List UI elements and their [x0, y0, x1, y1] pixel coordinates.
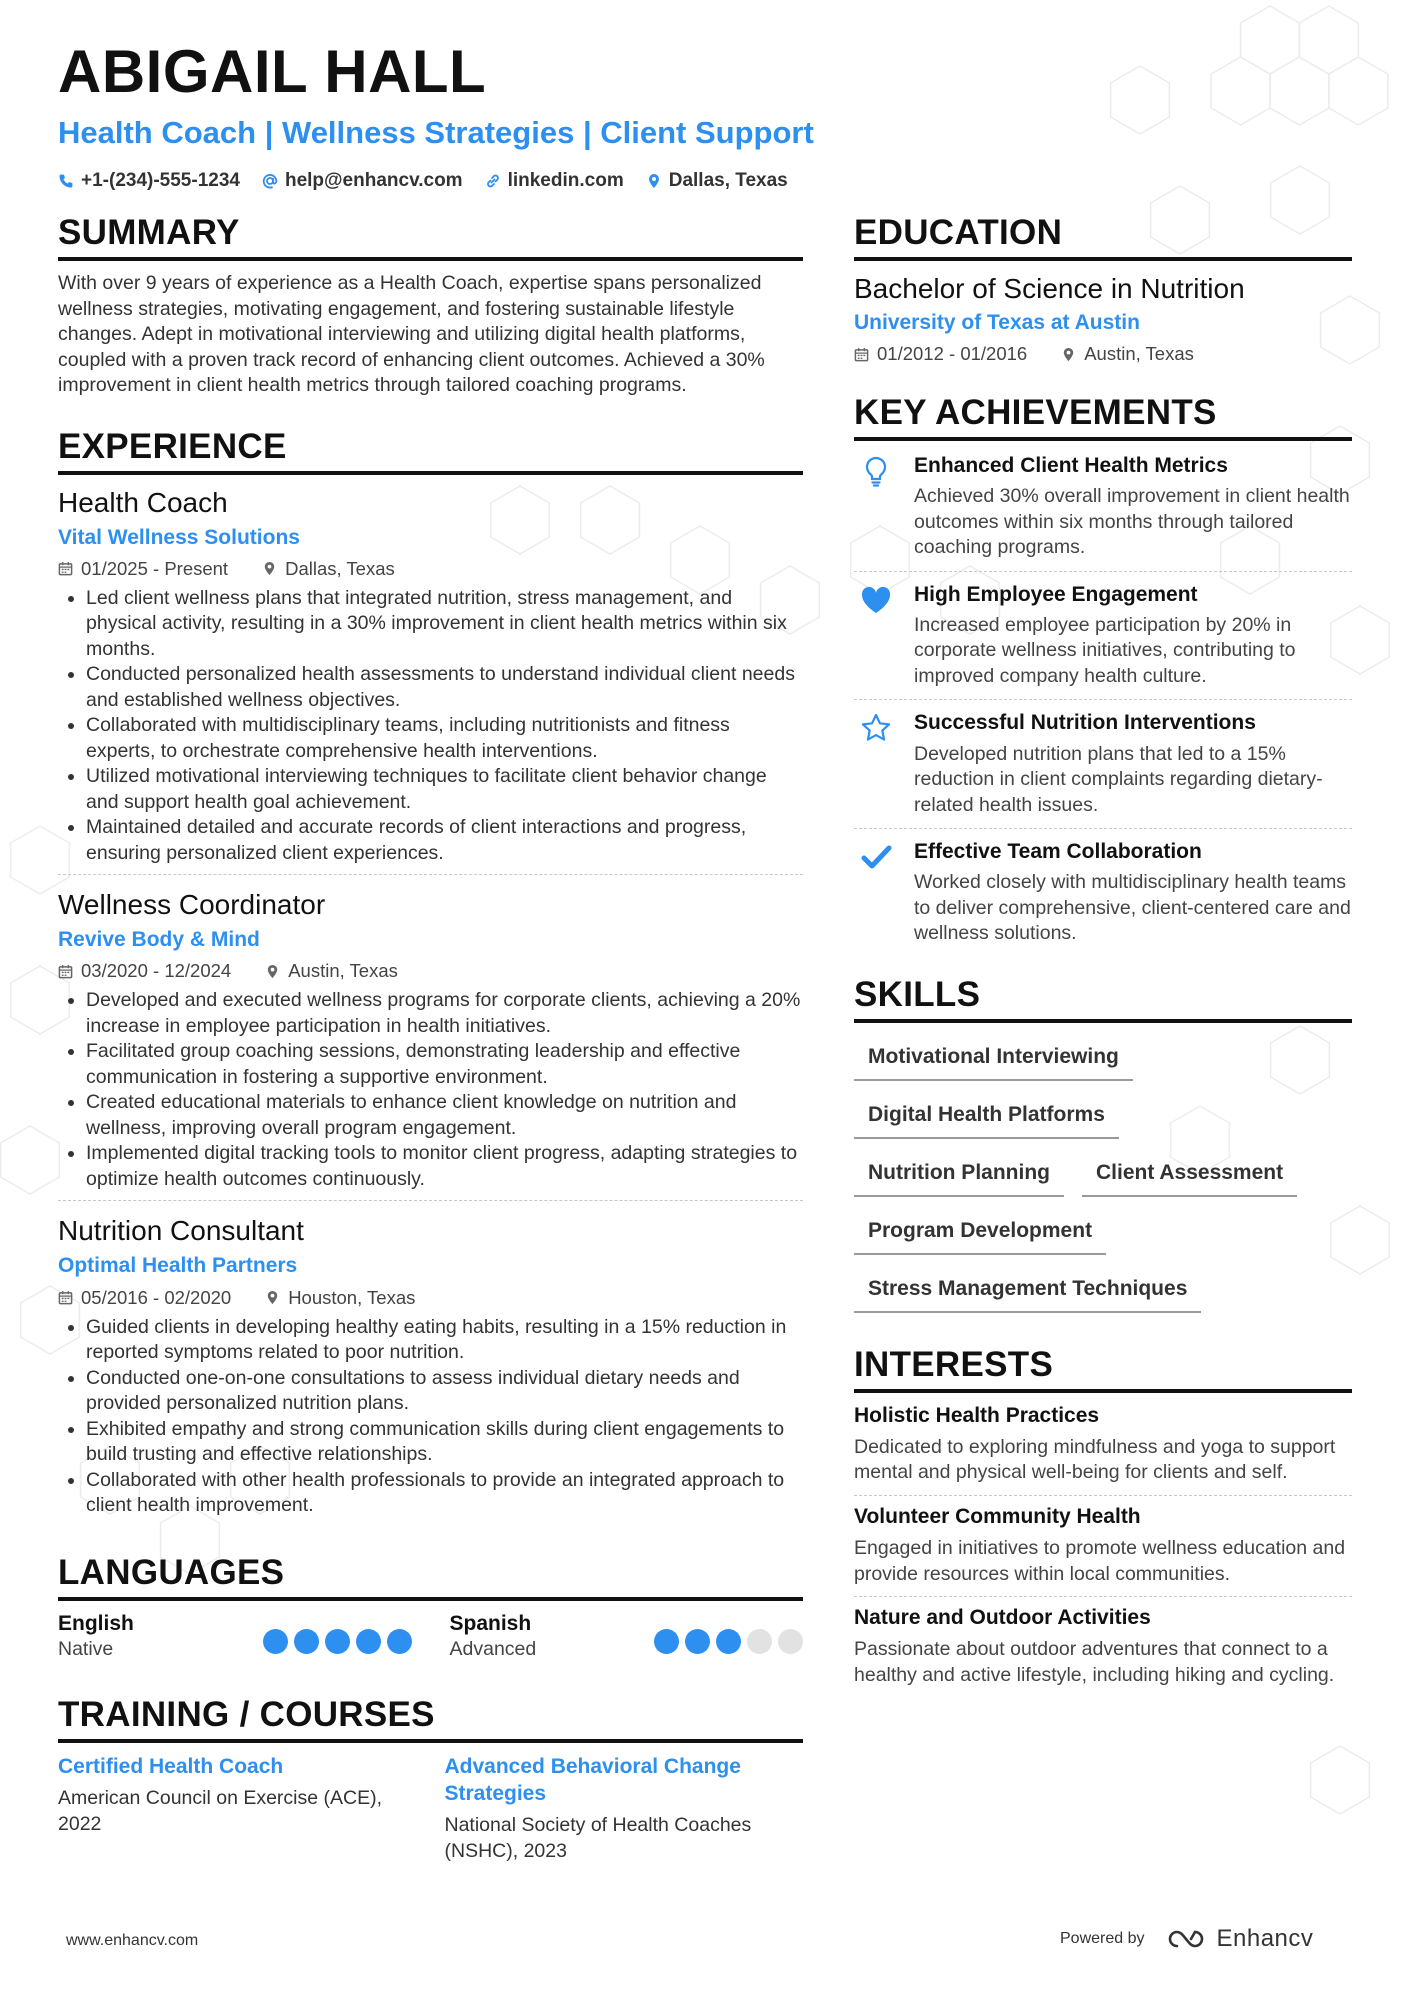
achievement-item	[854, 829, 1352, 957]
contact-email[interactable]	[262, 170, 463, 192]
job-bullets	[58, 1315, 803, 1519]
phone-icon	[58, 173, 74, 189]
interest-desc: Dedicated to exploring mindfulness and yoga to support mental and physical well-being for clients and self.	[854, 1435, 1336, 1484]
checkmark-icon	[860, 841, 892, 873]
skills-list	[854, 1033, 1352, 1313]
job-bullets	[58, 988, 803, 1192]
achievement-item	[854, 443, 1352, 572]
bullet-item: • Facilitated group coaching sessions, demonstrating leadership and effective communication in fostering a supportive environment.	[86, 1039, 803, 1090]
summary-text: With over 9 years of experience as a Health Coach, expertise spans personalized wellness strategies, motivating engagement, and fostering sustainable lifestyle changes. Adept in motivational interviewing and utilizing digital health platforms, coupled with a proven track record of enhancing client outcomes. Achieved a 30% improvement in client health metrics through tailored coaching programs.	[58, 272, 765, 396]
linkedin-text: linkedin.com	[507, 170, 624, 191]
bullet-item: • Collaborated with other health professionals to provide an integrated approach to client health improvement.	[86, 1468, 803, 1519]
job-entry	[58, 887, 803, 1201]
degree-title: Bachelor of Science in Nutrition	[854, 273, 1245, 304]
rating-dot-filled	[263, 1629, 288, 1654]
job-meta	[58, 558, 803, 580]
summary-section	[58, 215, 803, 399]
achievement-item	[854, 572, 1352, 701]
achievements-heading: KEY ACHIEVEMENTS	[854, 395, 1352, 441]
bullet-item: • Utilized motivational interviewing techniques to facilitate client behavior change and support health goal achievement.	[86, 764, 803, 815]
interest-title: Holistic Health Practices	[854, 1403, 1100, 1427]
education-location: Austin, Texas	[1084, 343, 1194, 364]
skill-tag: Client Assessment	[1082, 1157, 1297, 1197]
bullet-item: • Led client wellness plans that integrated nutrition, stress management, and physical activity, resulting in a 30% improvement in client health metrics within six months.	[86, 586, 803, 663]
rating-dot-filled	[654, 1629, 679, 1654]
footer-website[interactable]: www.enhancv.com	[66, 1932, 199, 1949]
rating-dot-filled	[716, 1629, 741, 1654]
course-item	[58, 1753, 417, 1864]
skills-section	[854, 974, 1352, 1313]
phone-text: +1-(234)-555-1234	[81, 170, 240, 191]
skill-tag: Digital Health Platforms	[854, 1099, 1119, 1139]
language-name: English	[58, 1611, 134, 1635]
language-item	[450, 1611, 804, 1661]
lightbulb-icon	[860, 455, 892, 487]
course-item	[445, 1753, 804, 1864]
languages-section	[58, 1552, 803, 1661]
interests-section	[854, 1344, 1352, 1698]
calendar-icon	[854, 347, 869, 362]
achievement-title: Successful Nutrition Interventions	[914, 711, 1256, 735]
bullet-item: • Created educational materials to enhance client knowledge on nutrition and wellness, improving overall program engagement.	[86, 1090, 803, 1141]
education-dates: 01/2012 - 01/2016	[877, 343, 1028, 364]
footer-branding	[1060, 1925, 1313, 1953]
job-title: Health Coach	[58, 486, 228, 518]
skills-heading: SKILLS	[854, 977, 1352, 1023]
bullet-item: • Conducted personalized health assessments to understand individual client needs and established wellness objectives.	[86, 662, 803, 713]
interest-item	[854, 1395, 1352, 1496]
job-dates: 03/2020 - 12/2024	[81, 960, 232, 982]
left-column	[58, 215, 803, 1864]
summary-heading: SUMMARY	[58, 215, 803, 261]
education-meta	[854, 343, 1352, 365]
calendar-icon	[58, 561, 73, 576]
course-title: Certified Health Coach	[58, 1754, 284, 1778]
achievement-title: High Employee Engagement	[914, 582, 1198, 606]
skill-tag: Program Development	[854, 1215, 1106, 1255]
bullet-item: • Developed and executed wellness programs for corporate clients, achieving a 20% increase in employee participation in health initiatives.	[86, 988, 803, 1039]
contact-linkedin[interactable]	[485, 170, 624, 192]
achievement-desc: Developed nutrition plans that led to a 15% reduction in client complaints regarding dietary-related health issues.	[914, 742, 1323, 816]
at-sign-icon	[262, 173, 278, 189]
job-title: Wellness Coordinator	[58, 889, 326, 921]
job-meta	[58, 960, 803, 982]
rating-dot-filled	[294, 1629, 319, 1654]
powered-by-label: Powered by	[1060, 1930, 1145, 1947]
course-desc: National Society of Health Coaches (NSHC), 2023	[444, 1813, 752, 1862]
rating-dot-filled	[685, 1629, 710, 1654]
skill-tag: Nutrition Planning	[854, 1157, 1064, 1197]
rating-dot-empty	[778, 1629, 803, 1654]
job-meta	[58, 1287, 803, 1309]
language-level: Advanced	[449, 1637, 537, 1660]
interests-heading: INTERESTS	[854, 1347, 1352, 1393]
candidate-name: ABIGAIL HALL	[58, 38, 487, 105]
language-name: Spanish	[449, 1611, 532, 1635]
calendar-icon	[58, 964, 73, 979]
bullet-item: • Maintained detailed and accurate records of client interactions and progress, ensuring personalized client experiences.	[86, 815, 803, 866]
language-rating	[263, 1629, 412, 1654]
bullet-item: • Collaborated with multidisciplinary teams, including nutritionists and fitness experts, to orchestrate comprehensive health interventions.	[86, 713, 803, 764]
heart-icon	[860, 584, 892, 616]
email-text: help@enhancv.com	[284, 170, 463, 191]
training-section	[58, 1694, 803, 1864]
interest-desc: Engaged in initiatives to promote wellness education and provide resources within local communities.	[854, 1537, 1346, 1585]
job-location: Houston, Texas	[288, 1286, 416, 1308]
link-icon	[485, 173, 501, 189]
job-entry	[58, 485, 803, 876]
bullet-item: • Implemented digital tracking tools to monitor client progress, adapting strategies to optimize health outcomes continuously.	[86, 1141, 803, 1192]
location-text: Dallas, Texas	[668, 170, 788, 191]
school-name: University of Texas at Austin	[854, 311, 1140, 334]
interest-title: Volunteer Community Health	[854, 1504, 1141, 1528]
contact-location	[646, 170, 788, 192]
rating-dot-empty	[747, 1629, 772, 1654]
language-item	[58, 1611, 412, 1661]
interest-desc: Passionate about outdoor adventures that connect to a healthy and active lifestyle, including hiking and cycling.	[854, 1638, 1335, 1686]
location-pin-icon	[265, 1290, 280, 1305]
training-heading: TRAINING / COURSES	[58, 1697, 803, 1743]
calendar-icon	[58, 1290, 73, 1305]
company-name: Vital Wellness Solutions	[58, 525, 300, 549]
interest-item	[854, 1597, 1352, 1697]
company-name: Revive Body & Mind	[58, 928, 260, 952]
achievement-title: Enhanced Client Health Metrics	[914, 454, 1228, 477]
location-pin-icon	[262, 561, 277, 576]
location-pin-icon	[265, 964, 280, 979]
rating-dot-filled	[325, 1629, 350, 1654]
contact-phone[interactable]	[58, 170, 240, 192]
job-location: Dallas, Texas	[285, 557, 395, 579]
rating-dot-filled	[387, 1629, 412, 1654]
bullet-item: • Guided clients in developing healthy eating habits, resulting in a 15% reduction in reported symptoms related to poor nutrition.	[86, 1315, 803, 1366]
job-bullets	[58, 586, 803, 867]
right-column	[854, 215, 1352, 1697]
interest-title: Nature and Outdoor Activities	[854, 1606, 1151, 1630]
language-level: Native	[58, 1637, 114, 1660]
enhancv-logo-icon	[1163, 1926, 1209, 1952]
experience-heading: EXPERIENCE	[58, 429, 803, 475]
achievement-desc: Increased employee participation by 20% in corporate wellness initiatives, contributing to improved company health culture.	[914, 613, 1296, 687]
job-title: Nutrition Consultant	[58, 1215, 304, 1247]
interest-item	[854, 1496, 1352, 1597]
brand-name: Enhancv	[1216, 1925, 1314, 1952]
education-heading: EDUCATION	[854, 215, 1352, 261]
achievements-section	[854, 395, 1352, 957]
headline: Health Coach | Wellness Strategies | Client Support	[58, 115, 814, 150]
brand-logo[interactable]	[1163, 1925, 1314, 1953]
skill-tag: Stress Management Techniques	[854, 1273, 1201, 1313]
contact-bar	[58, 170, 788, 192]
language-rating	[654, 1629, 803, 1654]
course-desc: American Council on Exercise (ACE), 2022	[58, 1786, 383, 1835]
company-name: Optimal Health Partners	[58, 1254, 298, 1278]
job-dates: 01/2025 - Present	[81, 557, 229, 579]
experience-section	[58, 426, 803, 1527]
achievement-title: Effective Team Collaboration	[914, 840, 1202, 864]
job-dates: 05/2016 - 02/2020	[81, 1286, 232, 1308]
job-entry	[58, 1213, 803, 1526]
star-icon	[860, 712, 892, 744]
job-location: Austin, Texas	[288, 960, 398, 982]
achievement-desc: Achieved 30% overall improvement in client health outcomes within six months through tailored coaching programs.	[914, 485, 1350, 559]
bullet-item: • Exhibited empathy and strong communication skills during client engagements to build trusting and effective relationships.	[86, 1417, 803, 1468]
rating-dot-filled	[356, 1629, 381, 1654]
skill-tag: Motivational Interviewing	[854, 1041, 1133, 1081]
languages-heading: LANGUAGES	[58, 1555, 803, 1601]
location-pin-icon	[1061, 347, 1076, 362]
achievement-desc: Worked closely with multidisciplinary health teams to deliver comprehensive, client-centered care and wellness solutions.	[914, 871, 1351, 945]
location-pin-icon	[646, 173, 662, 189]
education-section	[854, 215, 1352, 365]
bullet-item: • Conducted one-on-one consultations to assess individual dietary needs and provided personalized nutrition plans.	[86, 1366, 803, 1417]
course-title: Advanced Behavioral Change Strategies	[444, 1754, 741, 1805]
achievement-item	[854, 700, 1352, 829]
